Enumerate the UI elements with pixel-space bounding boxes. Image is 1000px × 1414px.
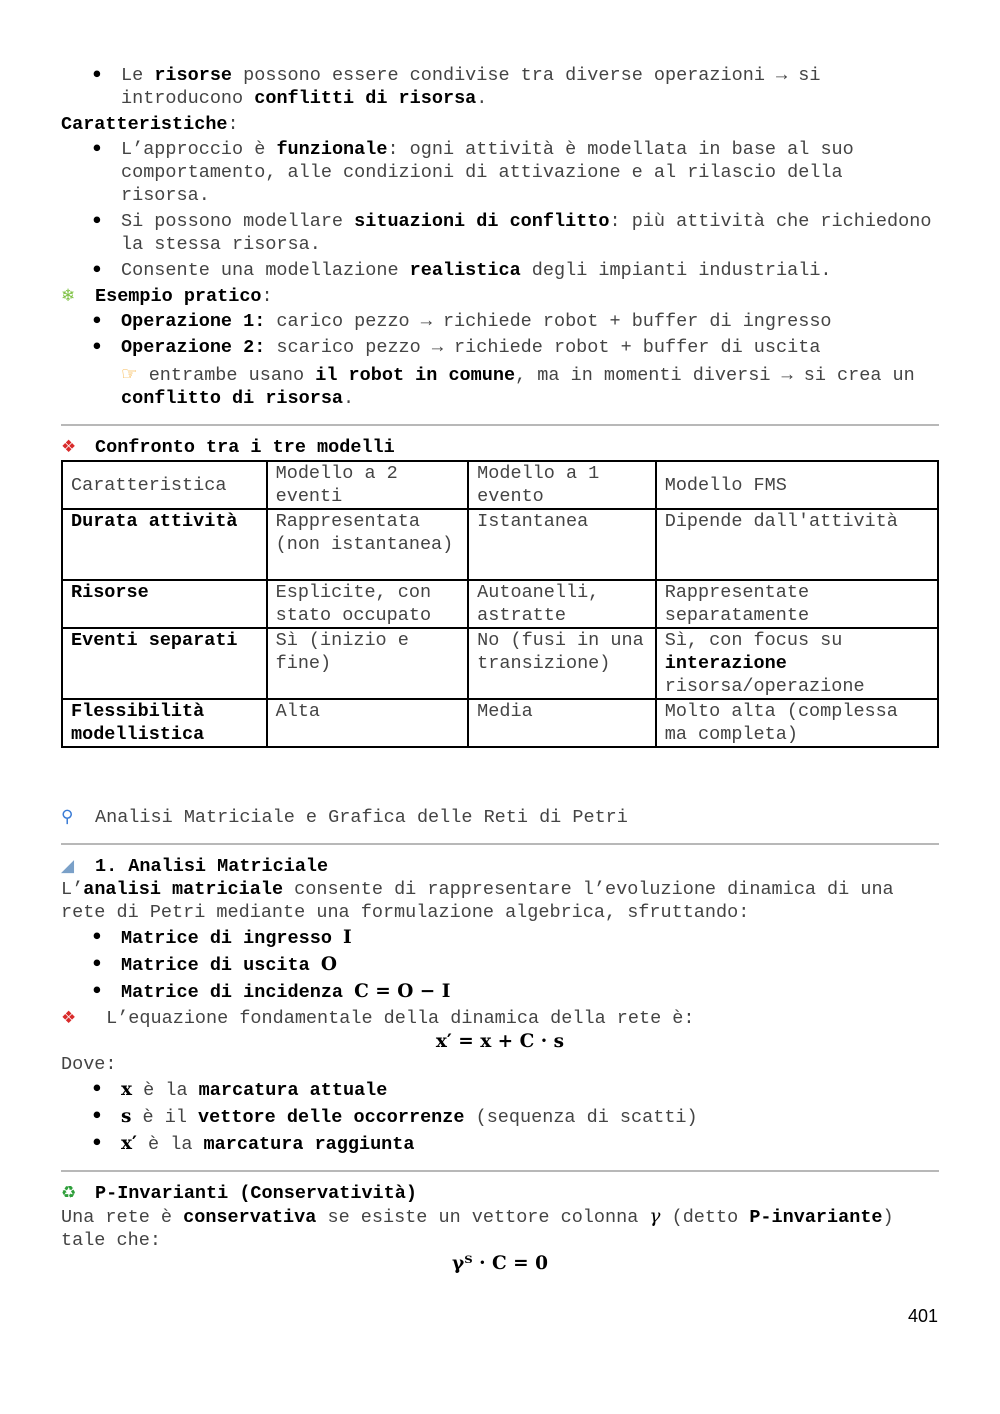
magnifier-icon: ⚲ [61,807,74,827]
intro-list [61,64,939,110]
list-item: • Matrice di ingresso I [61,926,939,950]
table-cell: Molto alta (complessa ma completa) [656,699,938,747]
table-header-cell: Modello a 2 eventi [267,461,469,509]
table-row [62,628,938,699]
caratteristiche-list [61,138,939,282]
table-cell: No (fusi in una transizione) [468,628,656,699]
table-header-cell: Modello a 1 evento [468,461,656,509]
caratteristiche-heading: Caratteristiche: [61,114,239,135]
list-item: • Matrice di incidenza C = O − I [61,980,939,1004]
table-cell: Alta [267,699,469,747]
section-divider [61,843,939,845]
table-cell: Sì, con focus su interazione risorsa/operazione [656,628,938,699]
pointing-hand-icon: ☞ [121,364,138,385]
list-item: • x′ è la marcatura raggiunta [61,1132,939,1156]
table-cell: Sì (inizio e fine) [267,628,469,699]
list-item: • x è la marcatura attuale [61,1078,939,1102]
equation-intro: ❖ L’equazione fondamentale della dinamica della rete è: [61,1008,695,1029]
definitions-list [61,1078,939,1156]
table-header-row [62,461,938,509]
table-cell: Risorse [62,580,267,628]
esempio-list [61,310,939,359]
table-row [62,580,938,628]
table-cell: Media [468,699,656,747]
page-number: 401 [907,1306,938,1326]
pinv-paragraph: Una rete è conservativa se esiste un vettore colonna γ (detto P-invariante) tale che: [61,1206,894,1251]
section1-paragraph: L’analisi matriciale consente di rappresentare l’evoluzione dinamica di una rete di Petri mediante una formulazione algebrica, sfruttando: [61,879,894,923]
list-item: • Operazione 2: scarico pezzo → richiede robot + buffer di uscita [61,336,939,359]
list-item: • Le risorse possono essere condivise tra diverse operazioni → si introducono conflitti di risorsa. [61,64,939,110]
esempio-note: ☞ entrambe usano il robot in comune, ma in momenti diversi → si crea un conflitto di risorsa. [121,364,915,409]
table-cell: Eventi separati [62,628,267,699]
esempio-heading: ❄ Esempio pratico: [61,286,273,307]
table-cell: Rappresentate separatamente [656,580,938,628]
table-cell: Durata attività [62,509,267,580]
confronto-table [61,460,939,748]
table-row [62,509,938,580]
table-header-cell: Caratteristica [62,461,267,509]
table-cell: Flessibilità modellistica [62,699,267,747]
list-item: • L’approccio è funzionale: ogni attività è modellata in base al suo comportamento, alle condizioni di attivazione e al rilascio della risorsa. [61,138,939,207]
list-item: • Operazione 1: carico pezzo → richiede robot + buffer di ingresso [61,310,939,333]
section-divider [61,424,939,426]
dynamics-equation: x′ = x + C · s [435,1031,565,1052]
table-cell: Dipende dall'attività [656,509,938,580]
triangle-ruler-icon: ◢ [61,856,75,876]
table-header-cell: Modello FMS [656,461,938,509]
confronto-heading: ❖ Confronto tra i tre modelli [61,437,395,458]
table-row [62,699,938,747]
dove-label: Dove: [61,1054,117,1075]
table-cell: Rappresentata (non istantanea) [267,509,469,580]
list-item: • Consente una modellazione realistica degli impianti industriali. [61,259,939,282]
section1-heading: ◢ 1. Analisi Matriciale [61,856,329,877]
analisi-title: ⚲ Analisi Matriciale e Grafica delle Reti di Petri [61,807,628,828]
puzzle-icon: ❄ [61,286,76,306]
pushpin-icon: ❖ [61,1008,77,1028]
pinv-equation: γᵀ · C = 0 [452,1253,548,1274]
list-item: • s è il vettore delle occorrenze (sequenza di scatti) [61,1105,939,1129]
document-page [61,62,939,1275]
matrici-list [61,926,939,1004]
table-cell: Autoanelli, astratte [468,580,656,628]
section-divider [61,1170,939,1172]
pushpin-icon: ❖ [61,437,77,457]
list-item: • Si possono modellare situazioni di conflitto: più attività che richiedono la stessa risorsa. [61,210,939,256]
table-cell: Istantanea [468,509,656,580]
table-cell: Esplicite, con stato occupato [267,580,469,628]
list-item: • Matrice di uscita O [61,953,939,977]
recycle-icon: ♻ [61,1183,77,1203]
pinv-heading: ♻ P-Invarianti (Conservatività) [61,1183,417,1204]
